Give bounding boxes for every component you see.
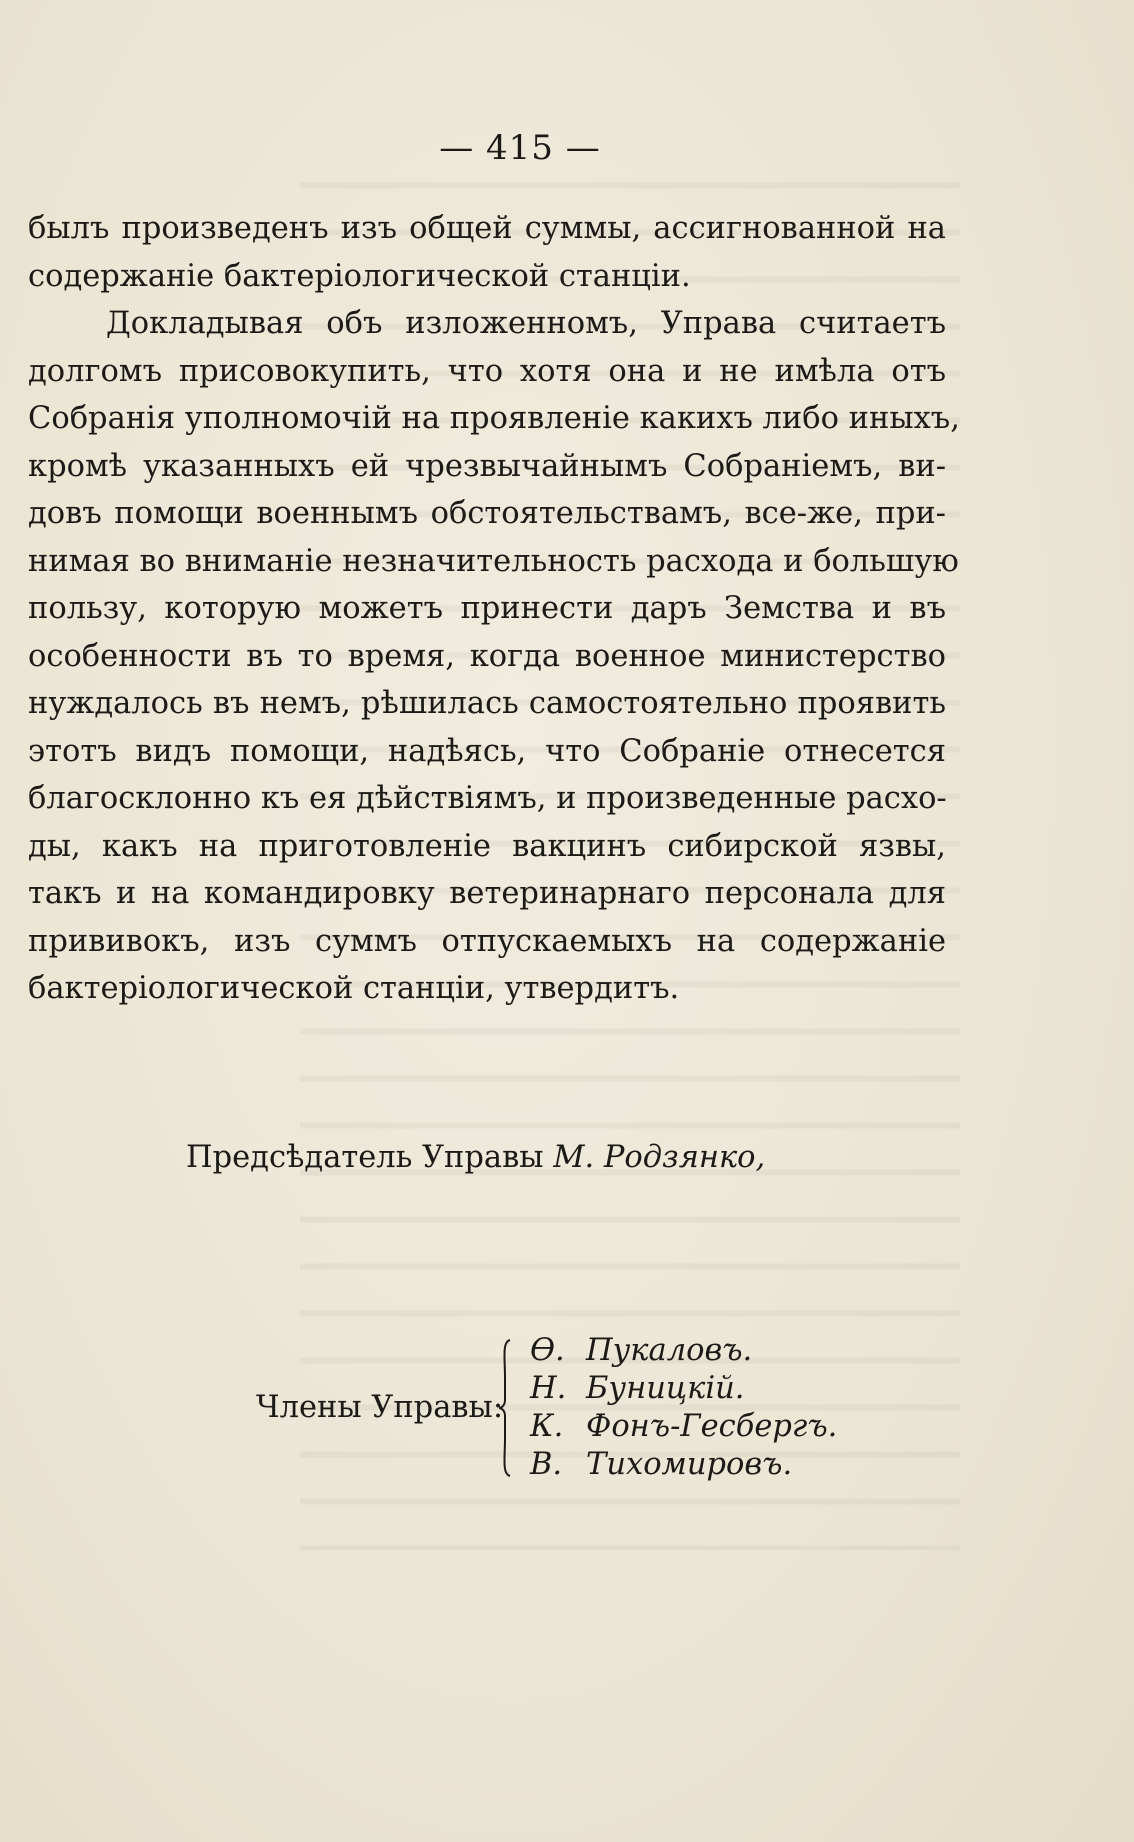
text-line: прививокъ, изъ суммъ отпускаемыхъ на содержаніе <box>28 923 946 959</box>
member-initial: В. <box>530 1447 563 1482</box>
text-line: ды, какъ на приготовленіе вакцинъ сибирской язвы, <box>28 828 946 864</box>
text-line: долгомъ присовокупить, что хотя она и не имѣла отъ <box>28 353 946 389</box>
member-row <box>530 1370 837 1408</box>
member-name: Буницкій. <box>586 1371 745 1406</box>
chair-signature <box>186 1140 765 1175</box>
member-row <box>530 1408 837 1446</box>
member-initial: К. <box>530 1409 564 1444</box>
brace-icon <box>498 1338 512 1478</box>
member-row <box>530 1446 837 1484</box>
chair-label: Предсѣдатель Управы <box>186 1140 544 1175</box>
text-line: былъ произведенъ изъ общей суммы, ассигнованной на <box>28 211 946 246</box>
member-row <box>530 1332 837 1370</box>
text-line: благосклонно къ ея дѣйствіямъ, и произведенные расхо- <box>28 781 947 816</box>
chair-name: М. Родзянко, <box>553 1140 766 1175</box>
text-line: Собранія уполномочій на проявленіе какихъ либо иныхъ, <box>28 401 960 436</box>
text-line: содержаніе бактеріологической станціи. <box>28 258 691 294</box>
text-line: довъ помощи военнымъ обстоятельствамъ, все-же, при- <box>28 496 946 531</box>
text-line: Докладывая объ изложенномъ, Управа считаетъ <box>106 306 946 341</box>
member-name: Фонъ-Гесбергъ. <box>586 1409 838 1444</box>
text-line: бактеріологической станціи, утвердитъ. <box>28 971 680 1006</box>
body-text <box>28 205 960 1013</box>
text-line: этотъ видъ помощи, надѣясь, что Собраніе отнесется <box>28 733 946 769</box>
member-name: Тихомировъ. <box>586 1447 793 1482</box>
members-list <box>530 1332 837 1484</box>
text-line: особенности въ то время, когда военное министерство <box>28 638 946 674</box>
members-label: Члены Управы: <box>256 1390 504 1425</box>
member-initial: Н. <box>530 1371 567 1406</box>
page-number: — 415 — <box>439 128 601 168</box>
member-initial: Ѳ. <box>530 1333 565 1368</box>
text-line: кромѣ указанныхъ ей чрезвычайнымъ Собраніемъ, ви- <box>28 448 946 484</box>
text-line: нуждалось въ немъ, рѣшилась самостоятельно проявить <box>28 686 946 721</box>
text-line: нимая во вниманіе незначительность расхода и большую <box>28 543 959 579</box>
text-line: пользу, которую можетъ принести даръ Земства и въ <box>28 591 946 626</box>
text-line: такъ и на командировку ветеринарнаго персонала для <box>28 876 946 911</box>
member-name: Пукаловъ. <box>586 1333 753 1368</box>
